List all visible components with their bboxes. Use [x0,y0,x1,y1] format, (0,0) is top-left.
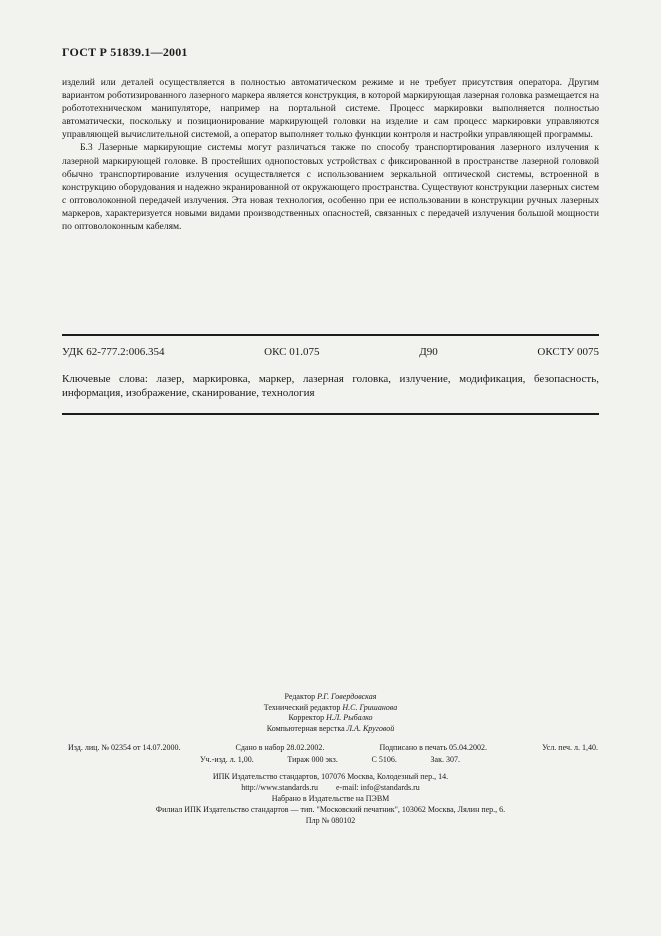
order-number: Зак. 307. [430,755,460,764]
classification-row [62,346,599,358]
udk-code: УДК 62-777.2:006.354 [62,346,165,358]
layout-line: Компьютерная верстка Л.А. Круговой [266,723,395,733]
plr-line: Плр № 080102 [305,816,356,825]
license: Изд. лиц. № 02354 от 14.07.2000. [68,743,181,752]
d-code: Д90 [419,346,438,358]
publication-row-1 [68,743,598,752]
corrector-line: Корректор Н.Л. Рыбалко [288,713,373,722]
c-number: С 5106. [371,755,397,764]
tech-editor-line: Технический редактор Н.С. Гришанова [263,702,398,712]
bottom-divider [62,413,599,415]
keywords: Ключевые слова: лазер, маркировка, маркер, лазерная головка, излучение, модификация, безопасность, информация, изображение, сканирование, технология [62,373,599,399]
editor-line: Редактор Р.Г. Говердовская [284,692,377,701]
print-run: Тираж 000 экз. [287,755,338,764]
imprint-block [0,771,661,826]
contacts-line [0,782,661,793]
typeset-date: Сдано в набор 28.02.2002. [235,743,325,752]
document-header: ГОСТ Р 51839.1—2001 [62,45,188,59]
paragraph-continuation: изделий или деталей осуществляется в полностью автоматическом режиме и не требует присутствия оператора. Другим вариантом роботизированного лазерного маркера является конструкция, в которой маркирующая лазерная головка размещается на робототехническом манипуляторе, например на портальной системе. Процесс маркировки выполняется полностью автоматически, поскольку и позиционирование маркирующей головки на изделие и сам процесс маркировки управляются управляющей вычислительной системой, а оператор выполняет только функции контроля и настройки управляющей программы. [62,77,599,141]
signed-date: Подписано в печать 05.04.2002. [379,743,488,752]
credits-block [0,692,661,734]
okstu-code: ОКСТУ 0075 [537,346,599,358]
branch-line: Филиал ИПК Издательство стандартов — тип. "Московский печатник", 103062 Москва, Лялин пер., 6. [155,805,506,814]
publication-row-2 [200,755,460,764]
website-link: http://www.standards.ru [241,783,318,792]
oks-code: ОКС 01.075 [264,346,320,358]
paragraph-b3: Б.3 Лазерные маркирующие системы могут различаться также по способу транспортирования лазерного излучения к лазерной маркирующей головке. В простейших однопостовых устройствах с фиксированной в пространстве лазерной головкой обычно транспортирование излучения осуществляется с использованием зеркальной оптической системы, встроенной в конструкцию оборудования и надежно экранированной от окружающего пространства. Существуют конструкции лазерных систем с оптоволоконной передачей излучения. Эта новая технология, особенно при ее использовании в конструкции ручных лазерных маркеров, характеризуется новыми видами производственных опасностей, связанных с передачей излучения большой мощности по оптоволоконным кабелям. [62,142,600,233]
top-divider [62,334,599,336]
typeset-line: Набрано в Издательстве на ПЭВМ [271,794,390,803]
body-text [62,76,599,233]
publ-sheets: Уч.-изд. л. 1,00. [200,755,254,764]
print-sheets: Усл. печ. л. 1,40. [542,743,598,752]
publisher-line: ИПК Издательство стандартов, 107076 Москва, Колодезный пер., 14. [212,772,449,781]
email-link: e-mail: info@standards.ru [336,783,420,792]
